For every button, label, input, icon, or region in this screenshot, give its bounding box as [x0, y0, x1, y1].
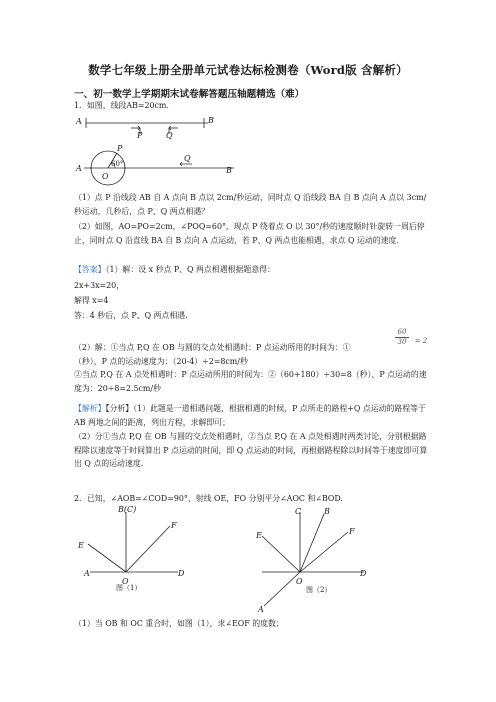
q1-answer-2-b: （秒），P 点的运动速度为：（20-4）÷2=8cm/秒: [74, 357, 248, 366]
q1-eq-3: 答：4 秒后，点 P、Q 两点相遇．: [74, 311, 194, 320]
fraction-numerator: 60: [395, 328, 409, 338]
label-b: B: [324, 507, 330, 516]
q2-figure-2: [250, 506, 380, 616]
q1-analysis-2: （2）分①当点 P,Q 在 OB 与圆的交点处相遇时，②当点 P,Q 在 A 点处相遇时两类讨论，分别根据路程除以速度等于时间算出 P 点运动的时间，即 Q 点运动的时间，再根据路程除以时间等于速度即可算出 Q 点的运动速度．: [74, 432, 428, 468]
label-f: F: [171, 521, 177, 530]
q1-part2: （2）如图，AO=PO=2cm，∠POQ=60°，现点 P 绕着点 O 以 30°/秒的速度顺时针旋转一周后停止，同时点 Q 沿直线 BA 自 B 点向 A 点运动，若 P、Q 两点也能相遇，求点 Q 运动的速度．: [74, 222, 425, 245]
label-b: B: [226, 166, 232, 175]
label-f: F: [349, 527, 355, 536]
label-a: A: [84, 569, 90, 578]
q2-stem: 2．已知，∠AOB=∠COD=90°，射线 OE，FO 分别平分∠AOC 和∠BOD.: [74, 494, 343, 503]
label-bc: B(C): [118, 505, 137, 514]
label-o: O: [296, 577, 303, 586]
q1-eq-1: 2x+3x=20，: [74, 281, 125, 290]
label-q: Q: [184, 154, 191, 163]
label-d: D: [178, 569, 185, 578]
fraction-denominator: 30: [397, 338, 407, 346]
angle-label: 60°: [111, 160, 124, 168]
page-title: 数学七年级上册全册单元试卷达标检测卷（Word版 含解析）: [88, 63, 408, 77]
label-d: D: [360, 569, 367, 578]
fraction: [395, 328, 409, 347]
label-p: P: [117, 144, 123, 153]
q1-figure-2: [74, 142, 244, 186]
fraction-result: = 2: [414, 337, 428, 345]
answer-1-text: （1）解：设 x 秒点 P、Q 两点相遇根据题意得：: [105, 265, 275, 274]
label-a: A: [258, 605, 264, 614]
label-o: O: [102, 172, 109, 181]
q1-part1: （1）点 P 沿线段 AB 自 A 点向 B 点以 2cm/秒运动，同时点 Q 沿线段 BA 自 B 点向 A 点以 3cm/秒运动，几秒后，点 P、Q 两点相遇？: [74, 193, 427, 216]
figure-caption-2: 图（2）: [306, 586, 332, 594]
answer-tag: 【答案】: [74, 265, 106, 274]
label-p: P: [137, 131, 143, 140]
q1-answer-1: [74, 264, 275, 275]
q1-answer-2-a: （2）解：①当点 P,Q 在 OB 与圆的交点处相遇时：P 点运动所用的时间为：①: [74, 343, 351, 352]
label-a: A: [76, 164, 82, 173]
label-e: E: [78, 541, 84, 550]
figure-caption-1: 图（1）: [116, 584, 142, 592]
q1-analysis: [74, 402, 434, 429]
label-a: A: [76, 117, 82, 126]
label-c: C: [295, 507, 302, 516]
analysis-tag: 【解析】: [74, 404, 106, 413]
q2-figure-1: [74, 502, 194, 592]
section-heading: 一、初一数学上学期期末试卷解答题压轴题精选（难）: [74, 89, 305, 100]
q1-stem: 1．如图，线段AB=20cm.: [74, 101, 169, 110]
label-q: Q: [166, 131, 173, 140]
q2-part1: （1）当 OB 和 OC 重合时，如图（1），求∠EOF 的度数；: [74, 619, 284, 628]
analysis-text: 【分析】（1）此题是一道相遇问题，根据相遇的时候，P 点所走的路程+Q 点运动的路程等于 AB 两地之间的距离，列出方程，求解即可；: [74, 404, 426, 427]
label-o: O: [122, 577, 129, 586]
q1-eq-2: 解得 x=4: [74, 296, 109, 305]
q1-figure-1: [74, 112, 214, 142]
q1-answer-2-c: ②当点 P,Q 在 A 点处相遇时：P 点运动所用的时间为：②（60+180）÷30=8（秒），P 点运动的速度为：20÷8=2.5cm/秒: [74, 370, 427, 393]
label-e: E: [256, 531, 262, 540]
label-b: B: [208, 116, 214, 125]
